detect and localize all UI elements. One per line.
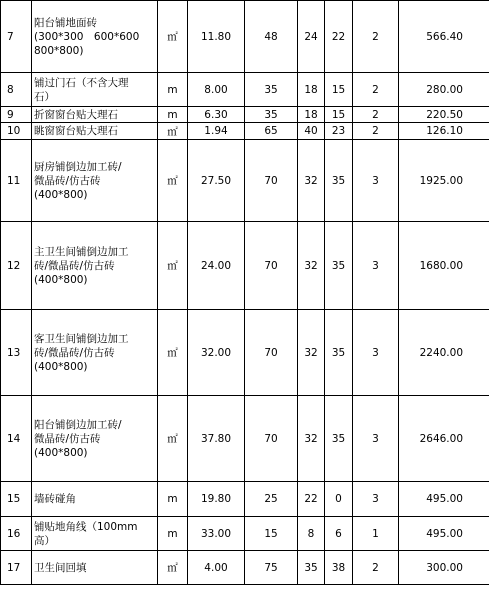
cell-row-number: 11 bbox=[1, 140, 32, 222]
cell-price-b: 40 bbox=[298, 123, 325, 140]
cell-unit: m bbox=[158, 482, 188, 517]
cell-total: 2646.00 bbox=[399, 396, 489, 482]
cell-row-number: 9 bbox=[1, 107, 32, 123]
cell-row-number: 10 bbox=[1, 123, 32, 140]
cell-price-a: 70 bbox=[245, 310, 298, 396]
cell-total: 1680.00 bbox=[399, 222, 489, 310]
table-row bbox=[1, 396, 489, 482]
table-row bbox=[1, 123, 489, 140]
cell-row-number: 8 bbox=[1, 73, 32, 107]
cell-price-a: 15 bbox=[245, 517, 298, 551]
cell-total: 126.10 bbox=[399, 123, 489, 140]
cell-price-d: 3 bbox=[353, 396, 399, 482]
cell-price-b: 8 bbox=[298, 517, 325, 551]
cell-price-d: 3 bbox=[353, 310, 399, 396]
table-row bbox=[1, 73, 489, 107]
cell-price-b: 35 bbox=[298, 551, 325, 585]
cell-quantity: 24.00 bbox=[188, 222, 245, 310]
table-body bbox=[1, 1, 489, 585]
cell-unit: ㎡ bbox=[158, 551, 188, 585]
cell-total: 220.50 bbox=[399, 107, 489, 123]
cell-price-d: 2 bbox=[353, 73, 399, 107]
cell-price-d: 2 bbox=[353, 551, 399, 585]
cell-unit: m bbox=[158, 107, 188, 123]
cell-price-d: 2 bbox=[353, 107, 399, 123]
cell-item-name: 主卫生间铺倒边加工 砖/微晶砖/仿古砖 (400*800) bbox=[32, 222, 158, 310]
table-row bbox=[1, 310, 489, 396]
cell-price-d: 3 bbox=[353, 482, 399, 517]
cell-price-d: 3 bbox=[353, 140, 399, 222]
cell-price-b: 32 bbox=[298, 140, 325, 222]
cell-price-c: 22 bbox=[325, 1, 353, 73]
cell-item-name: 墙砖碰角 bbox=[32, 482, 158, 517]
cell-total: 566.40 bbox=[399, 1, 489, 73]
cell-price-a: 35 bbox=[245, 107, 298, 123]
cell-total: 300.00 bbox=[399, 551, 489, 585]
cell-unit: ㎡ bbox=[158, 123, 188, 140]
table-row bbox=[1, 517, 489, 551]
cell-price-a: 35 bbox=[245, 73, 298, 107]
cell-price-c: 15 bbox=[325, 107, 353, 123]
cell-quantity: 33.00 bbox=[188, 517, 245, 551]
cell-unit: ㎡ bbox=[158, 310, 188, 396]
cell-quantity: 8.00 bbox=[188, 73, 245, 107]
cell-unit: m bbox=[158, 517, 188, 551]
cell-price-b: 18 bbox=[298, 107, 325, 123]
cell-row-number: 15 bbox=[1, 482, 32, 517]
cell-item-name: 铺贴地角线（100mm 高） bbox=[32, 517, 158, 551]
cell-item-name: 卫生间回填 bbox=[32, 551, 158, 585]
cell-row-number: 13 bbox=[1, 310, 32, 396]
cell-price-d: 1 bbox=[353, 517, 399, 551]
cell-item-name: 客卫生间铺倒边加工 砖/微晶砖/仿古砖 (400*800) bbox=[32, 310, 158, 396]
cell-item-name: 折窗窗台贴大理石 bbox=[32, 107, 158, 123]
cell-unit: m bbox=[158, 73, 188, 107]
cell-unit: ㎡ bbox=[158, 140, 188, 222]
cell-row-number: 7 bbox=[1, 1, 32, 73]
cell-price-a: 48 bbox=[245, 1, 298, 73]
cell-row-number: 14 bbox=[1, 396, 32, 482]
cell-price-b: 32 bbox=[298, 396, 325, 482]
cell-total: 280.00 bbox=[399, 73, 489, 107]
cell-price-b: 32 bbox=[298, 310, 325, 396]
cell-price-c: 23 bbox=[325, 123, 353, 140]
table-row bbox=[1, 107, 489, 123]
cell-price-d: 3 bbox=[353, 222, 399, 310]
cell-price-c: 35 bbox=[325, 222, 353, 310]
cell-price-b: 18 bbox=[298, 73, 325, 107]
cell-price-b: 24 bbox=[298, 1, 325, 73]
cell-unit: ㎡ bbox=[158, 222, 188, 310]
cell-quantity: 32.00 bbox=[188, 310, 245, 396]
cell-quantity: 4.00 bbox=[188, 551, 245, 585]
cell-price-a: 25 bbox=[245, 482, 298, 517]
cell-total: 1925.00 bbox=[399, 140, 489, 222]
cell-quantity: 19.80 bbox=[188, 482, 245, 517]
cell-price-d: 2 bbox=[353, 123, 399, 140]
cell-price-a: 70 bbox=[245, 396, 298, 482]
cell-total: 495.00 bbox=[399, 482, 489, 517]
table-row bbox=[1, 551, 489, 585]
cell-item-name: 厨房铺倒边加工砖/ 微晶砖/仿古砖 (400*800) bbox=[32, 140, 158, 222]
table-row bbox=[1, 1, 489, 73]
cell-item-name: 阳台铺倒边加工砖/ 微晶砖/仿古砖 (400*800) bbox=[32, 396, 158, 482]
cell-price-c: 35 bbox=[325, 140, 353, 222]
cell-item-name: 铺过门石（不含大理 石） bbox=[32, 73, 158, 107]
cell-unit: ㎡ bbox=[158, 1, 188, 73]
cell-price-a: 65 bbox=[245, 123, 298, 140]
cell-price-c: 38 bbox=[325, 551, 353, 585]
cell-price-a: 70 bbox=[245, 222, 298, 310]
cell-total: 495.00 bbox=[399, 517, 489, 551]
cell-item-name: 眺窗窗台贴大理石 bbox=[32, 123, 158, 140]
cell-price-c: 35 bbox=[325, 310, 353, 396]
cell-price-d: 2 bbox=[353, 1, 399, 73]
cell-item-name: 阳台铺地面砖 (300*300 600*600 800*800) bbox=[32, 1, 158, 73]
table-row bbox=[1, 482, 489, 517]
cell-row-number: 17 bbox=[1, 551, 32, 585]
cell-unit: ㎡ bbox=[158, 396, 188, 482]
table-row bbox=[1, 140, 489, 222]
cell-price-b: 32 bbox=[298, 222, 325, 310]
cell-quantity: 1.94 bbox=[188, 123, 245, 140]
cell-price-a: 75 bbox=[245, 551, 298, 585]
cell-total: 2240.00 bbox=[399, 310, 489, 396]
table-row bbox=[1, 222, 489, 310]
cell-price-c: 6 bbox=[325, 517, 353, 551]
cell-price-b: 22 bbox=[298, 482, 325, 517]
cell-quantity: 6.30 bbox=[188, 107, 245, 123]
cell-price-c: 0 bbox=[325, 482, 353, 517]
cell-quantity: 37.80 bbox=[188, 396, 245, 482]
cell-price-c: 15 bbox=[325, 73, 353, 107]
cell-price-a: 70 bbox=[245, 140, 298, 222]
cell-row-number: 12 bbox=[1, 222, 32, 310]
cell-price-c: 35 bbox=[325, 396, 353, 482]
cell-row-number: 16 bbox=[1, 517, 32, 551]
cell-quantity: 27.50 bbox=[188, 140, 245, 222]
cell-quantity: 11.80 bbox=[188, 1, 245, 73]
